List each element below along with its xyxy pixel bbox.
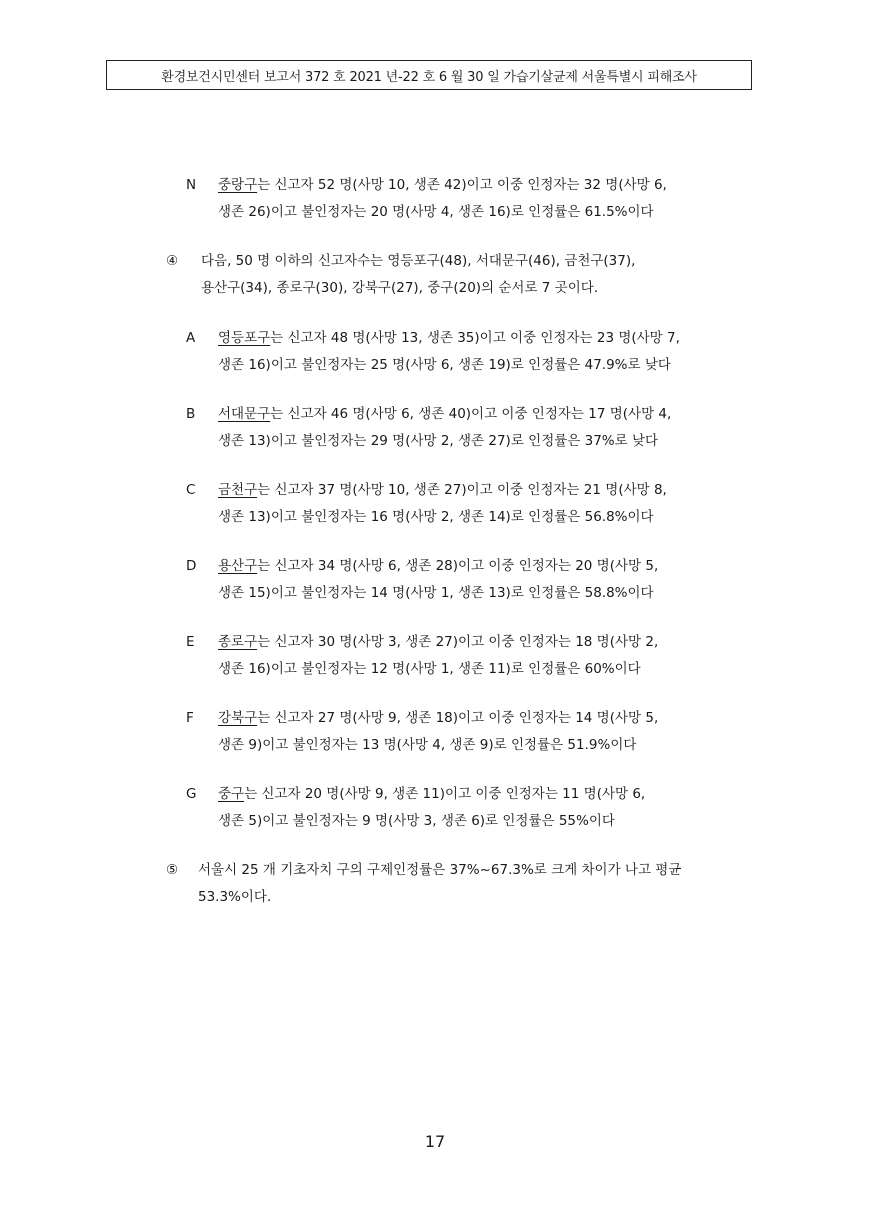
list-item bbox=[186, 325, 680, 379]
item-line-2: 생존 13)이고 불인정자는 29 명(사망 2, 생존 27)로 인정률은 37%로 낮다 bbox=[218, 433, 659, 449]
item-line-1: 중구는 신고자 20 명(사망 9, 생존 11)이고 이중 인정자는 11 명(사망 6, bbox=[218, 786, 646, 802]
item-line-1: 강북구는 신고자 27 명(사망 9, 생존 18)이고 이중 인정자는 14 명(사망 5, bbox=[218, 710, 659, 726]
item-line-1: 중랑구는 신고자 52 명(사망 10, 생존 42)이고 이중 인정자는 32 명(사망 6, bbox=[218, 177, 667, 193]
item-line-2: 생존 16)이고 불인정자는 12 명(사망 1, 생존 11)로 인정률은 60%이다 bbox=[218, 661, 641, 677]
section-5 bbox=[166, 857, 681, 911]
list-item bbox=[186, 781, 645, 835]
district-name: 서대문구 bbox=[218, 406, 271, 422]
item-line-2: 생존 15)이고 불인정자는 14 명(사망 1, 생존 13)로 인정률은 58.8%이다 bbox=[218, 585, 654, 601]
section-marker: ④ bbox=[166, 253, 179, 269]
item-line-2: 생존 5)이고 불인정자는 9 명(사망 3, 생존 6)로 인정률은 55%이다 bbox=[218, 813, 615, 829]
page-number: 17 bbox=[424, 1132, 446, 1151]
header-title: 환경보건시민센터 보고서 372 호 2021 년-22 호 6 월 30 일 가습기살균제 서울특별시 피해조사 bbox=[161, 69, 697, 85]
item-line-1: 금천구는 신고자 37 명(사망 10, 생존 27)이고 이중 인정자는 21 명(사망 8, bbox=[218, 482, 667, 498]
item-line-2: 생존 13)이고 불인정자는 16 명(사망 2, 생존 14)로 인정률은 56.8%이다 bbox=[218, 509, 654, 525]
district-name: 중랑구 bbox=[218, 177, 258, 193]
district-name: 종로구 bbox=[218, 634, 258, 650]
district-name: 중구 bbox=[218, 786, 245, 802]
section-marker: ⑤ bbox=[166, 862, 179, 878]
page-header bbox=[106, 60, 752, 90]
list-item bbox=[186, 705, 658, 759]
item-marker: G bbox=[186, 786, 197, 802]
list-item bbox=[186, 477, 667, 531]
item-line-1: 서대문구는 신고자 46 명(사망 6, 생존 40)이고 이중 인정자는 17 명(사망 4, bbox=[218, 406, 672, 422]
item-line-1: 영등포구는 신고자 48 명(사망 13, 생존 35)이고 이중 인정자는 23 명(사망 7, bbox=[218, 330, 680, 346]
district-name: 금천구 bbox=[218, 482, 258, 498]
item-line-2: 생존 26)이고 불인정자는 20 명(사망 4, 생존 16)로 인정률은 61.5%이다 bbox=[218, 204, 654, 220]
section-line-1: 다음, 50 명 이하의 신고자수는 영등포구(48), 서대문구(46), 금천구(37), bbox=[201, 253, 636, 269]
item-line-2: 생존 16)이고 불인정자는 25 명(사망 6, 생존 19)로 인정률은 47.9%로 낮다 bbox=[218, 357, 671, 373]
item-line-2: 생존 9)이고 불인정자는 13 명(사망 4, 생존 9)로 인정률은 51.9%이다 bbox=[218, 737, 637, 753]
item-marker: A bbox=[186, 330, 196, 346]
item-marker: N bbox=[186, 177, 197, 193]
item-marker: F bbox=[186, 710, 194, 726]
item-marker: C bbox=[186, 482, 196, 498]
item-marker: E bbox=[186, 634, 195, 650]
section-4 bbox=[166, 248, 635, 302]
item-marker: D bbox=[186, 558, 197, 574]
district-name: 용산구 bbox=[218, 558, 258, 574]
item-line-1: 용산구는 신고자 34 명(사망 6, 생존 28)이고 이중 인정자는 20 명(사망 5, bbox=[218, 558, 659, 574]
section-line-1: 서울시 25 개 기초자치 구의 구제인정률은 37%~67.3%로 크게 차이가 나고 평균 bbox=[198, 862, 682, 878]
district-name: 강북구 bbox=[218, 710, 258, 726]
section-line-2: 53.3%이다. bbox=[198, 889, 272, 905]
district-name: 영등포구 bbox=[218, 330, 271, 346]
list-item bbox=[186, 401, 671, 455]
item-marker: B bbox=[186, 406, 196, 422]
item-line-1: 종로구는 신고자 30 명(사망 3, 생존 27)이고 이중 인정자는 18 명(사망 2, bbox=[218, 634, 659, 650]
list-item bbox=[186, 553, 658, 607]
section-line-2: 용산구(34), 종로구(30), 강북구(27), 중구(20)의 순서로 7 곳이다. bbox=[201, 280, 599, 296]
list-item bbox=[186, 172, 667, 226]
list-item bbox=[186, 629, 658, 683]
